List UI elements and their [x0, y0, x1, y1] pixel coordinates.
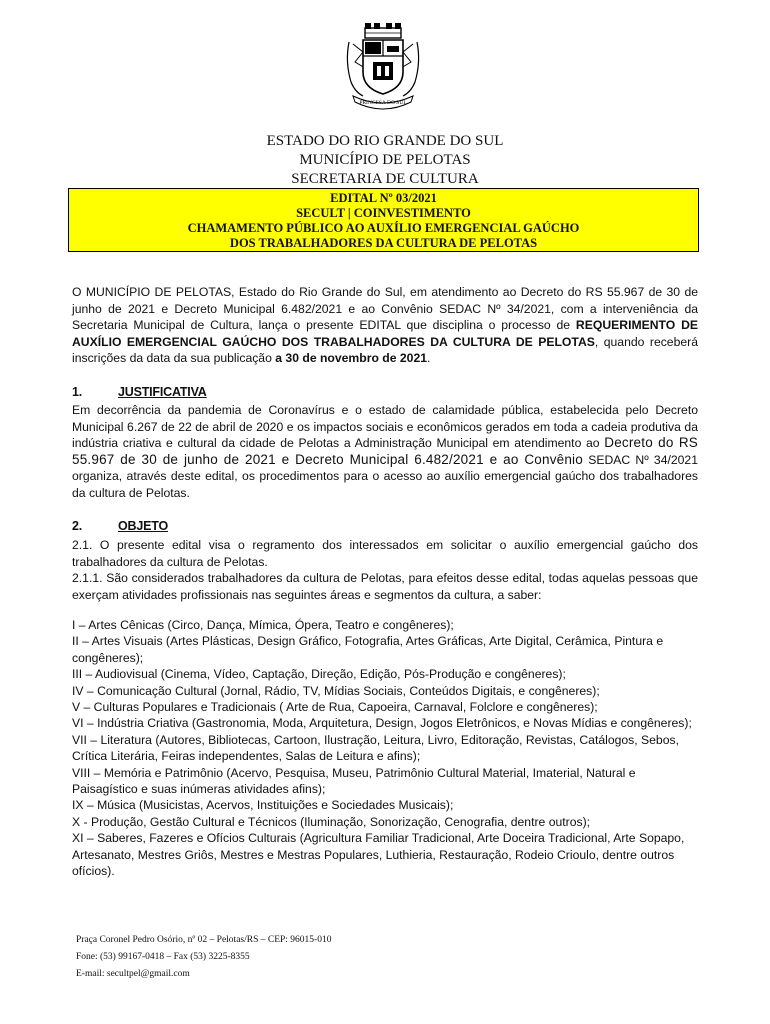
justification-text-a: Em decorrência da pandemia de Coronavírus e o estado de calamidade pública, estabelecida pelo Decreto Municipal 6.267 de 22 de abril de 2020 e os impactos sociais e econômicos gerados em toda a cadeia produtiva da indústria criativa e cultural da cidade de Pelotas a Administração Municipal em atendimento ao: [72, 403, 698, 450]
list-item: II – Artes Visuais (Artes Plásticas, Design Gráfico, Fotografia, Artes Gráficas, Arte Digital, Cerâmica, Pintura e congêneres);: [72, 634, 664, 665]
intro-text-b: , quando receberá inscrições da data da sua publicação: [72, 334, 698, 365]
object-paragraph-2-1-1: 2.1.1. São considerados trabalhadores da cultura de Pelotas, para efeitos desse edital, todas aquelas pessoas que exerçam atividades profissionais nas seguintes áreas e segmentos da cultura, a saber:: [72, 571, 698, 602]
edital-title-box: [68, 188, 699, 252]
list-item: IX – Música (Musicistas, Acervos, Instituições e Sociedades Musicais);: [72, 798, 454, 813]
header-state: ESTADO DO RIO GRANDE DO SUL: [266, 133, 504, 149]
intro-bold-deadline: a 30 de novembro de 2021: [275, 351, 428, 365]
section-2-heading: [72, 519, 168, 533]
list-item: XI – Saberes, Fazeres e Ofícios Culturais (Agricultura Familiar Tradicional, Arte Doceira Tradicional, Arte Sopapo, Artesanato, Mestres Griôs, Mestres e Mestras Populares, Luthieria, Restauração, Rodeio Crioulo, dentre outros ofícios).: [72, 831, 685, 879]
object-paragraph-2-1: 2.1. O presente edital visa o regramento dos interessados em solicitar o auxílio emergencial gaúcho dos trabalhadores da cultura de Pelotas.: [72, 538, 698, 569]
edital-subject-line2: DOS TRABALHADORES DA CULTURA DE PELOTAS: [229, 236, 538, 250]
footer-address: Praça Coronel Pedro Osório, nº 02 – Pelotas/RS – CEP: 96015-010: [76, 935, 332, 945]
intro-bold-request: REQUERIMENTO DE AUXÍLIO EMERGENCIAL GAÚCHO DOS TRABALHADORES DA CULTURA DE PELOTAS: [72, 318, 698, 349]
justification-paragraph: [72, 402, 698, 501]
list-item: VIII – Memória e Patrimônio (Acervo, Pesquisa, Museu, Patrimônio Cultural Material, Imaterial, Natural e Paisagístico e suas inúmeras atividades afins);: [72, 765, 636, 797]
list-item: X - Produção, Gestão Cultural e Técnicos (Iluminação, Sonorização, Cenografia, dentre outros);: [72, 814, 591, 829]
intro-text-a: O MUNICÍPIO DE PELOTAS, Estado do Rio Grande do Sul, em atendimento ao Decreto do RS 55.967 de 30 de junho de 2021 e Decreto Municipal 6.482/2021 e ao Convênio SEDAC Nº 34/2021, com a interveniência da Secretaria Municipal de Cultura, lança o presente EDITAL que disciplina o processo de: [72, 285, 698, 332]
footer-phone: Fone: (53) 99167-0418 – Fax (53) 3225-8355: [76, 952, 250, 962]
section-2-title: OBJETO: [118, 519, 168, 533]
intro-paragraph: [72, 284, 698, 367]
culture-areas-list: [72, 617, 698, 880]
list-item: III – Audiovisual (Cinema, Vídeo, Captação, Direção, Edição, Pós-Produção e congêneres);: [72, 667, 566, 682]
section-1-title: JUSTIFICATIVA: [118, 385, 207, 399]
intro-text-c: .: [427, 351, 431, 365]
header-department: SECRETARIA DE CULTURA: [291, 171, 479, 187]
justification-text-b: SEDAC Nº 34/2021 organiza, através deste edital, os procedimentos para o acesso ao auxílio emergencial gaúcho dos trabalhadores da cultura de Pelotas.: [72, 452, 698, 500]
section-2-number: 2.: [72, 519, 83, 533]
justification-text-decree: Decreto do RS 55.967 de 30 de junho de 2021 e Decreto Municipal 6.482/2021 e ao Convênio: [72, 435, 698, 467]
list-item: V – Culturas Populares e Tradicionais ( Arte de Rua, Capoeira, Carnaval, Folclore e congêneres);: [72, 700, 598, 715]
edital-number: EDITAL Nº 03/2021: [330, 191, 437, 205]
footer-email: E-mail: secultpel@gmail.com: [76, 969, 190, 979]
list-item: IV – Comunicação Cultural (Jornal, Rádio, TV, Mídias Sociais, Conteúdos Digitais, e congêneres);: [72, 683, 600, 698]
municipal-coat-of-arms: [343, 22, 423, 110]
list-item: VI – Indústria Criativa (Gastronomia, Moda, Arquitetura, Design, Jogos Eletrônicos, e Novas Mídias e congêneres);: [72, 716, 692, 731]
edital-program: SECULT | COINVESTIMENTO: [296, 206, 471, 220]
crest-motto: PRINCESA DO SUL: [359, 100, 407, 106]
list-item: I – Artes Cênicas (Circo, Dança, Mímica, Ópera, Teatro e congêneres);: [72, 618, 454, 632]
section-1-heading: [72, 385, 207, 399]
list-item: VII – Literatura (Autores, Bibliotecas, Cartoon, Ilustração, Leitura, Livro, Editoração, Revistas, Catálogos, Sebos, Crítica Literária, Feiras independentes, Salas de Leitura e afins);: [72, 732, 679, 764]
header-municipality: MUNICÍPIO DE PELOTAS: [299, 152, 471, 168]
section-1-number: 1.: [72, 385, 83, 399]
edital-subject-line1: CHAMAMENTO PÚBLICO AO AUXÍLIO EMERGENCIAL GAÚCHO: [187, 221, 580, 235]
